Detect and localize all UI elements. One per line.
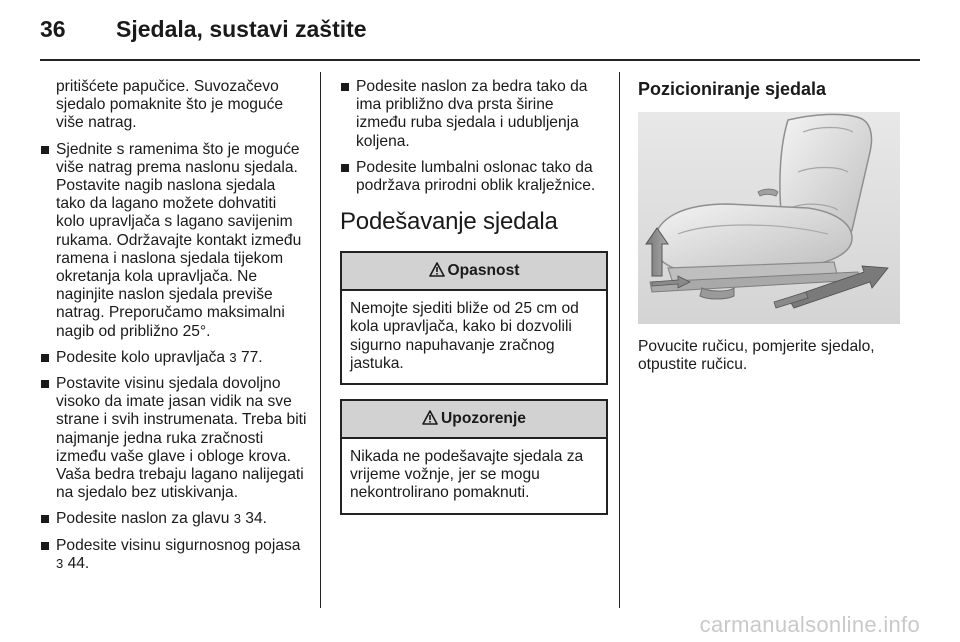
warning-triangle-icon [429,262,445,277]
danger-box [340,251,608,385]
warning-box-header [342,401,606,439]
column-3 [638,78,904,382]
page-ref-link[interactable]: 77. [240,348,263,366]
warning-box-text: Nikada ne podešavajte sjedala za vrijeme vožnje, jer se mogu nekontrolirano pomaknuti. [350,448,584,502]
warning-triangle-icon [422,410,438,425]
column-1 [40,78,308,581]
page-number: 36 [40,16,66,42]
list-item-seat-height: Postavite visinu sjedala dovoljno visoko da imate jasan vidik na sve strane i svih instrumenata. Treba biti najmanje jedna ruka zračnosti između vaše glave i obloge krova. Vaša bedra trebaju lagano nalijegati na sjedalo bez utiskivanja. [40,375,308,502]
list-item-steering-wheel [40,349,308,367]
list-item-text: Podesite visinu sigurnosnog pojasa [56,536,301,554]
column-2 [340,78,608,529]
list-item-head-restraint [40,510,308,528]
figure-caption: Povucite ručicu, pomjerite sjedalo, otpustite ručicu. [638,338,875,374]
chapter-title: Sjedala, sustavi zaštite [116,16,367,42]
page-ref-icon: 3 [56,555,64,571]
danger-box-header [342,253,606,291]
subsection-heading: Pozicioniranje sjedala [638,79,827,99]
list-item-thigh-support: Podesite naslon za bedra tako da ima približno dva prsta širine između ruba sjedala i udubljenja koljena. [340,78,608,151]
list-item-text: Podesite kolo upravljača [56,348,230,366]
page-ref-link[interactable]: 44. [67,554,90,572]
page-ref-icon: 3 [233,511,241,527]
seat-illustration-icon [638,112,900,324]
list-item-text: Podesite naslon za glavu [56,510,234,528]
page-ref-link[interactable]: 34. [245,510,267,528]
header-rule [40,59,920,61]
danger-box-title: Opasnost [447,262,520,280]
watermark: carmanualsonline.info [699,612,920,637]
column-divider-right [619,72,620,608]
column-divider-left [320,72,321,608]
danger-box-text: Nemojte sjediti bliže od 25 cm od kola upravljača, kako bi dozvolili sigurno napuhavanje zračnog jastuka. [350,300,579,372]
page-ref-icon: 3 [229,349,237,365]
seat-adjustment-illustration [638,112,900,324]
list-item-seat-belt-height [40,537,308,573]
page-header [0,0,960,62]
section-heading: Podešavanje sjedala [340,208,558,236]
warning-box-title: Upozorenje [441,410,526,428]
list-item-seat-back: Sjednite s ramenima što je moguće više natrag prema naslonu sjedala. Postavite nagib naslona sjedala tako da lagano možete dohvatiti kolo upravljača s lagano savijenim rukama. Održavajte kontakt između ramena i naslona sjedala tijekom okretanja kola upravljača. Ne naginjite naslon sjedala previše natrag. Preporučamo maksimalni nagib od približno 25°. [40,141,308,341]
list-item-lumbar-support: Podesite lumbalni oslonac tako da podržava prirodni oblik kralježnice. [340,159,608,195]
warning-box [340,399,608,515]
continued-paragraph: pritišćete papučice. Suvozačevo sjedalo pomaknite što je moguće više natrag. [56,78,284,132]
